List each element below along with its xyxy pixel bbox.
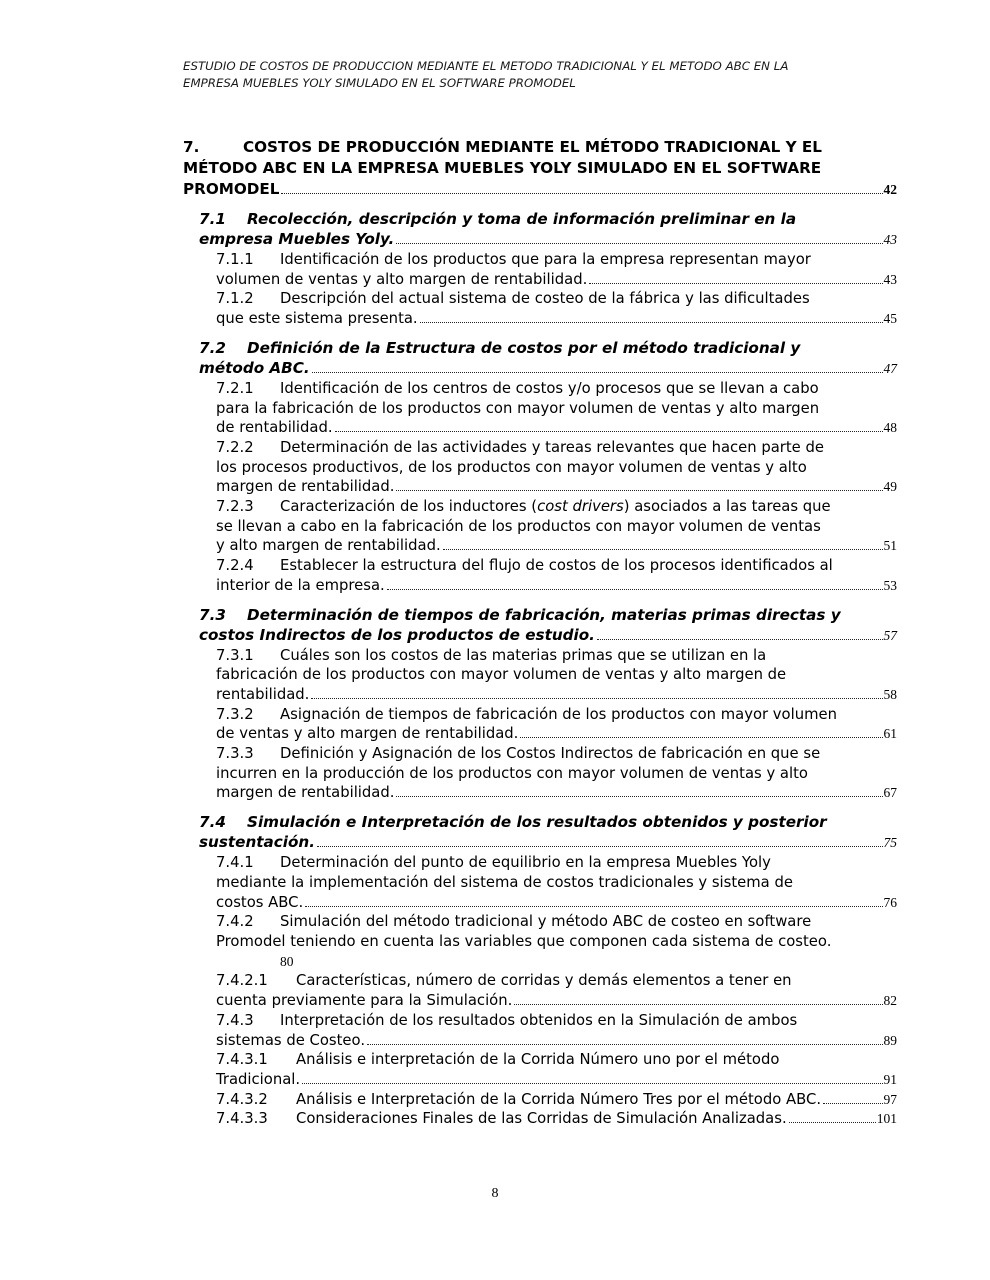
toc-title-line: sustentación. bbox=[199, 833, 315, 852]
toc-title-line: COSTOS DE PRODUCCIÓN MEDIANTE EL MÉTODO TRADICIONAL Y EL bbox=[243, 138, 822, 156]
toc-page-number: 49 bbox=[883, 479, 897, 495]
toc-number: 7.4.2 bbox=[216, 913, 254, 931]
toc-number: 7.3 bbox=[199, 605, 226, 624]
dot-leader bbox=[317, 846, 883, 847]
toc-title-line: Identificación de los centros de costos y/o procesos que se llevan a cabo bbox=[280, 379, 819, 397]
dot-leader bbox=[823, 1103, 882, 1104]
toc-number: 7.4.1 bbox=[216, 854, 254, 872]
toc-number: 7.1.2 bbox=[216, 290, 254, 308]
toc-entry-7-3-3[interactable] bbox=[216, 744, 897, 803]
toc-number: 7.4 bbox=[199, 813, 226, 832]
toc-entry-7-1-1[interactable] bbox=[216, 250, 897, 289]
toc-title-line: Recolección, descripción y toma de información preliminar en la bbox=[247, 210, 797, 228]
toc-page-number: 67 bbox=[883, 785, 897, 801]
dot-leader bbox=[335, 431, 883, 432]
toc-title-line: para la fabricación de los productos con mayor volumen de ventas y alto margen bbox=[216, 399, 820, 417]
toc-title-line: los procesos productivos, de los productos con mayor volumen de ventas y alto bbox=[216, 458, 807, 476]
toc-title-line: de rentabilidad. bbox=[216, 419, 333, 437]
toc-entry-7-4-2[interactable] bbox=[216, 912, 897, 971]
dot-leader bbox=[520, 737, 882, 738]
toc-title-line: cuenta previamente para la Simulación. bbox=[216, 992, 513, 1010]
toc-title-line: costos Indirectos de los productos de estudio. bbox=[199, 625, 595, 644]
toc-entry-7[interactable] bbox=[183, 137, 897, 200]
dot-leader bbox=[311, 698, 882, 699]
dot-leader bbox=[443, 549, 883, 550]
dot-leader bbox=[396, 796, 882, 797]
dot-leader bbox=[305, 906, 882, 907]
toc-page-number: 45 bbox=[883, 311, 897, 327]
toc-title-line: volumen de ventas y alto margen de rentabilidad. bbox=[216, 270, 588, 288]
toc-page-number: 101 bbox=[876, 1111, 897, 1127]
toc-title-line: Tradicional. bbox=[216, 1070, 301, 1088]
toc-title-line: empresa Muebles Yoly. bbox=[199, 230, 395, 248]
header-line-1: ESTUDIO DE COSTOS DE PRODUCCION MEDIANTE EL METODO TRADICIONAL Y EL METODO ABC EN LA bbox=[183, 59, 789, 73]
dot-leader bbox=[312, 372, 883, 373]
toc-entry-7-4[interactable] bbox=[199, 812, 897, 853]
toc-page-number: 80 bbox=[280, 953, 294, 969]
toc-number: 7.4.3 bbox=[216, 1011, 254, 1029]
toc-number: 7.2.1 bbox=[216, 379, 254, 397]
toc-title-line: Determinación del punto de equilibrio en la empresa Muebles Yoly bbox=[280, 854, 771, 872]
toc-number: 7.1.1 bbox=[216, 251, 254, 268]
table-of-contents bbox=[183, 137, 897, 1129]
toc-title-line: Definición y Asignación de los Costos Indirectos de fabricación en que se bbox=[280, 745, 821, 763]
toc-title-line: Establecer la estructura del flujo de costos de los procesos identificados al bbox=[280, 557, 833, 575]
toc-entry-7-3[interactable] bbox=[199, 605, 897, 646]
toc-page-number: 43 bbox=[883, 271, 897, 287]
toc-title-italic: cost drivers bbox=[537, 498, 624, 516]
toc-title-line: Análisis e interpretación de la Corrida Número uno por el método bbox=[296, 1051, 780, 1069]
dot-leader bbox=[387, 589, 883, 590]
toc-title-line: Interpretación de los resultados obtenidos en la Simulación de ambos bbox=[280, 1011, 798, 1029]
toc-title-line: incurren en la producción de los productos con mayor volumen de ventas y alto bbox=[216, 764, 808, 782]
toc-title-line: margen de rentabilidad. bbox=[216, 784, 395, 802]
toc-number: 7. bbox=[183, 138, 200, 156]
toc-entry-7-2-4[interactable] bbox=[216, 556, 897, 595]
toc-title-line: método ABC. bbox=[199, 358, 310, 377]
toc-number: 7.2.3 bbox=[216, 498, 254, 516]
toc-entry-7-2-2[interactable] bbox=[216, 438, 897, 497]
toc-title-line: Determinación de las actividades y tareas relevantes que hacen parte de bbox=[280, 438, 824, 456]
toc-title-line: MÉTODO ABC EN LA EMPRESA MUEBLES YOLY SIMULADO EN EL SOFTWARE bbox=[183, 159, 822, 177]
toc-title-line: Consideraciones Finales de las Corridas de Simulación Analizadas. bbox=[296, 1110, 787, 1128]
toc-entry-7-2-3[interactable] bbox=[216, 497, 897, 556]
toc-number: 7.2.4 bbox=[216, 557, 254, 575]
toc-page-number: 58 bbox=[883, 686, 897, 702]
dot-leader bbox=[396, 490, 882, 491]
toc-title-part: ) asociados a las tareas que bbox=[623, 498, 831, 516]
toc-title-line: de ventas y alto margen de rentabilidad. bbox=[216, 725, 519, 743]
toc-title-line: y alto margen de rentabilidad. bbox=[216, 537, 441, 555]
toc-entry-7-2[interactable] bbox=[199, 338, 897, 379]
toc-title-line: Análisis e Interpretación de la Corrida Número Tres por el método ABC. bbox=[296, 1090, 822, 1108]
toc-page-number: 42 bbox=[883, 182, 897, 197]
toc-title-line: fabricación de los productos con mayor volumen de ventas y alto margen de bbox=[216, 666, 787, 684]
toc-page-number: 51 bbox=[883, 538, 897, 554]
toc-number: 7.4.2.1 bbox=[216, 972, 268, 990]
toc-entry-7-4-3-2[interactable] bbox=[216, 1090, 897, 1110]
dot-leader bbox=[367, 1044, 882, 1045]
toc-number: 7.4.3.1 bbox=[216, 1051, 268, 1069]
dot-leader bbox=[420, 322, 883, 323]
toc-page-number: 82 bbox=[883, 993, 897, 1009]
toc-page-number: 89 bbox=[883, 1032, 897, 1048]
toc-number: 7.1 bbox=[199, 210, 226, 228]
toc-title-line: PROMODEL bbox=[183, 180, 280, 198]
toc-number: 7.4.3.2 bbox=[216, 1090, 268, 1108]
toc-entry-7-2-1[interactable] bbox=[216, 379, 897, 438]
toc-title-line: rentabilidad. bbox=[216, 685, 310, 703]
toc-page-number: 47 bbox=[883, 360, 897, 376]
dot-leader bbox=[589, 283, 882, 284]
toc-title-line: Simulación del método tradicional y método ABC de costeo en software bbox=[280, 913, 812, 931]
toc-title-line: mediante la implementación del sistema de costos tradicionales y sistema de bbox=[216, 873, 793, 891]
toc-entry-7-1[interactable] bbox=[199, 209, 897, 250]
toc-entry-7-3-1[interactable] bbox=[216, 646, 897, 705]
toc-entry-7-4-1[interactable] bbox=[216, 853, 897, 912]
toc-title-line: Descripción del actual sistema de costeo de la fábrica y las dificultades bbox=[280, 290, 810, 308]
toc-title-line: Cuáles son los costos de las materias primas que se utilizan en la bbox=[280, 646, 767, 664]
toc-page-number: 57 bbox=[883, 627, 897, 643]
toc-number: 7.2.2 bbox=[216, 438, 254, 456]
toc-number: 7.3.3 bbox=[216, 745, 254, 763]
toc-title-line: margen de rentabilidad. bbox=[216, 478, 395, 496]
toc-number: 7.3.2 bbox=[216, 705, 254, 723]
toc-page-number: 97 bbox=[883, 1091, 897, 1107]
toc-page-number: 75 bbox=[883, 835, 897, 851]
toc-entry-7-4-2-1[interactable] bbox=[216, 971, 897, 1010]
toc-entry-7-4-3-3[interactable] bbox=[216, 1109, 897, 1129]
toc-page-number: 48 bbox=[883, 420, 897, 436]
toc-title-line: Promodel teniendo en cuenta las variables que componen cada sistema de costeo. bbox=[216, 932, 832, 950]
toc-title-line: Definición de la Estructura de costos por el método tradicional y bbox=[247, 338, 801, 357]
toc-page-number: 91 bbox=[883, 1071, 897, 1087]
toc-title-line: Asignación de tiempos de fabricación de los productos con mayor volumen bbox=[280, 705, 837, 723]
toc-number: 7.2 bbox=[199, 338, 226, 357]
toc-title-line: Simulación e Interpretación de los resultados obtenidos y posterior bbox=[247, 813, 827, 832]
dot-leader bbox=[302, 1083, 882, 1084]
toc-number: 7.3.1 bbox=[216, 646, 254, 664]
toc-entry-7-3-2[interactable] bbox=[216, 705, 897, 744]
dot-leader bbox=[396, 243, 882, 244]
toc-title-line: que este sistema presenta. bbox=[216, 310, 418, 328]
running-header bbox=[183, 58, 883, 92]
toc-title-line: interior de la empresa. bbox=[216, 576, 385, 594]
dot-leader bbox=[281, 193, 882, 194]
toc-title-line: se llevan a cabo en la fabricación de los productos con mayor volumen de ventas bbox=[216, 517, 821, 535]
toc-page-number: 43 bbox=[883, 232, 897, 247]
page-number-footer: 8 bbox=[491, 1186, 499, 1201]
toc-page-number: 61 bbox=[883, 726, 897, 742]
toc-title-line: Determinación de tiempos de fabricación, materias primas directas y bbox=[247, 605, 841, 624]
toc-title-part: Caracterización de los inductores ( bbox=[280, 498, 538, 516]
header-line-2: EMPRESA MUEBLES YOLY SIMULADO EN EL SOFTWARE PROMODEL bbox=[183, 76, 576, 90]
toc-title-line: Identificación de los productos que para la empresa representan mayor bbox=[280, 251, 811, 268]
toc-title-line: Características, número de corridas y demás elementos a tener en bbox=[296, 972, 792, 990]
toc-page-number: 76 bbox=[883, 894, 897, 910]
dot-leader bbox=[789, 1122, 876, 1123]
toc-title-line: costos ABC. bbox=[216, 893, 304, 911]
dot-leader bbox=[514, 1004, 882, 1005]
toc-number: 7.4.3.3 bbox=[216, 1110, 268, 1128]
toc-entry-7-4-3[interactable] bbox=[216, 1011, 897, 1050]
toc-entry-7-1-2[interactable] bbox=[216, 289, 897, 328]
toc-title-line: sistemas de Costeo. bbox=[216, 1031, 366, 1049]
dot-leader bbox=[597, 639, 883, 640]
toc-page-number: 53 bbox=[883, 577, 897, 593]
toc-entry-7-4-3-1[interactable] bbox=[216, 1050, 897, 1089]
